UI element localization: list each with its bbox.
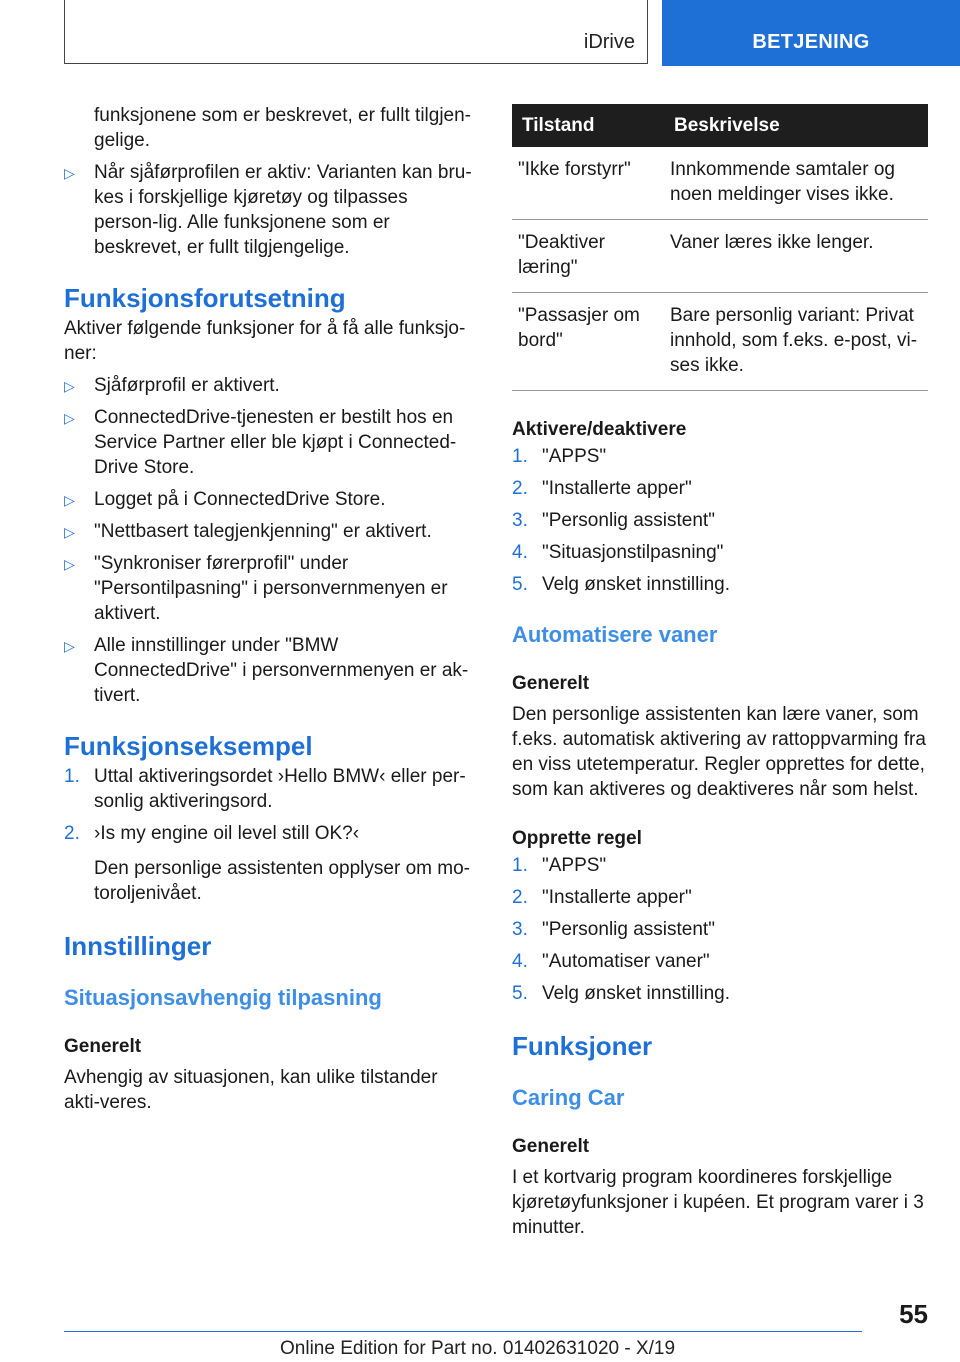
table-cell: "Deaktiver læring" [512, 220, 664, 293]
heading-habits: Automatisere vaner [512, 622, 718, 647]
table-cell: Innkommende samtaler og noen meldinger vises ikke. [664, 147, 928, 220]
list-item: ▷ Alle innstillinger under "BMW ConnectedDrive" i personvernmenyen er ak-tivert. [64, 635, 469, 706]
table-row [512, 293, 928, 391]
list-item: ▷ ConnectedDrive-tjenesten er bestilt hos en Service Partner eller ble kjøpt i Connected-Drive Store. [64, 407, 457, 478]
table-cell: Bare personlig variant: Privat innhold, som f.eks. e-post, vi-ses ikke. [664, 293, 928, 391]
triangle-bullet-icon: ▷ [64, 165, 75, 181]
triangle-bullet-icon: ▷ [64, 556, 75, 572]
requirements-list [64, 373, 476, 708]
step-item: 2. ›Is my engine oil level still OK?‹ [64, 823, 360, 844]
right-column [512, 104, 928, 1240]
step-item: 2. "Installerte apper" [512, 887, 692, 908]
create-steps [512, 853, 928, 1006]
table-row [512, 220, 928, 293]
step-item: 5. Velg ønsket innstilling. [512, 983, 730, 1004]
intro-continuation: funksjonene som er beskrevet, er fullt tilgjen-gelige. [94, 105, 472, 151]
step-item: 5. Velg ønsket innstilling. [512, 574, 730, 595]
header-section-box [64, 0, 648, 64]
step-item: 3. "Personlig assistent" [512, 919, 715, 940]
step-item: 3. "Personlig assistent" [512, 510, 715, 531]
triangle-bullet-icon: ▷ [64, 524, 75, 540]
heading-general: Generelt [64, 1036, 142, 1057]
heading-caring-car: Caring Car [512, 1085, 625, 1110]
intro-bullet-list [64, 160, 476, 260]
heading-requirements: Funksjonsforutsetning [64, 283, 346, 313]
heading-functions: Funksjoner [512, 1031, 653, 1061]
heading-toggle: Aktivere/deaktivere [512, 419, 687, 440]
header-section-title: iDrive [583, 31, 635, 53]
step-item: 2. "Installerte apper" [512, 478, 692, 499]
example-note: Den personlige assistenten opplyser om mo-toroljenivået. [94, 858, 470, 904]
triangle-bullet-icon: ▷ [64, 492, 75, 508]
column-header: Tilstand [512, 104, 664, 147]
header-chapter-tab: BETJENING [662, 0, 960, 66]
list-item: ▷ Sjåførprofil er aktivert. [64, 373, 476, 398]
states-table [512, 104, 928, 391]
table-header-row [512, 104, 928, 147]
caring-text: I et kortvarig program koordineres forskjellige kjøretøyfunksjoner i kupéen. Et program varer i 3 minutter. [512, 1167, 924, 1238]
page-number: 55 [899, 1299, 928, 1329]
footer-edition: Online Edition for Part no. 01402631020 - X/19 [280, 1338, 676, 1359]
general-text: Avhengig av situasjonen, kan ulike tilstander akti-veres. [64, 1067, 438, 1113]
requirements-intro: Aktiver følgende funksjoner for å få alle funksjo-ner: [64, 318, 466, 364]
habits-text: Den personlige assistenten kan lære vaner, som f.eks. automatisk aktivering av rattoppvarming fra en viss utetemperatur. Regler opprettes for dette, som kan aktiveres og deaktiveres når som helst. [512, 704, 926, 800]
step-item: 4. "Automatiser vaner" [512, 951, 710, 972]
triangle-bullet-icon: ▷ [64, 378, 75, 394]
heading-create-rule: Opprette regel [512, 828, 642, 849]
step-item: 1. "APPS" [512, 855, 607, 876]
list-item: ▷ "Nettbasert talegjenkjenning" er aktivert. [64, 519, 476, 544]
left-column [64, 100, 476, 1115]
triangle-bullet-icon: ▷ [64, 638, 75, 654]
table-row [512, 147, 928, 220]
heading-general: Generelt [512, 1136, 590, 1157]
heading-situational: Situasjonsavhengig tilpasning [64, 985, 382, 1010]
table-cell: "Passasjer om bord" [512, 293, 664, 391]
step-item: 4. "Situasjonstilpasning" [512, 542, 724, 563]
heading-settings: Innstillinger [64, 931, 212, 961]
example-steps [64, 764, 476, 846]
column-header: Beskrivelse [664, 104, 928, 147]
page-header [0, 0, 960, 66]
step-item: 1. Uttal aktiveringsordet ›Hello BMW‹ eller per-sonlig aktiveringsord. [64, 766, 466, 812]
footer-divider [64, 1331, 862, 1332]
list-item: ▷ Logget på i ConnectedDrive Store. [64, 487, 476, 512]
heading-example: Funksjonseksempel [64, 731, 313, 761]
step-item: 1. "APPS" [512, 446, 607, 467]
list-item: ▷ "Synkroniser førerprofil" under "Persontilpasning" i personvernmenyen er aktivert. [64, 553, 448, 624]
triangle-bullet-icon: ▷ [64, 410, 75, 426]
heading-general: Generelt [512, 673, 590, 694]
table-cell: "Ikke forstyrr" [512, 147, 664, 220]
list-item: ▷ Når sjåførprofilen er aktiv: Varianten kan bru-kes i forskjellige kjøretøy og tilpasses person-lig. Alle funksjonene som er beskrevet, er fullt tilgjengelige. [64, 162, 472, 258]
toggle-steps [512, 444, 928, 597]
table-cell: Vaner læres ikke lenger. [664, 220, 928, 293]
